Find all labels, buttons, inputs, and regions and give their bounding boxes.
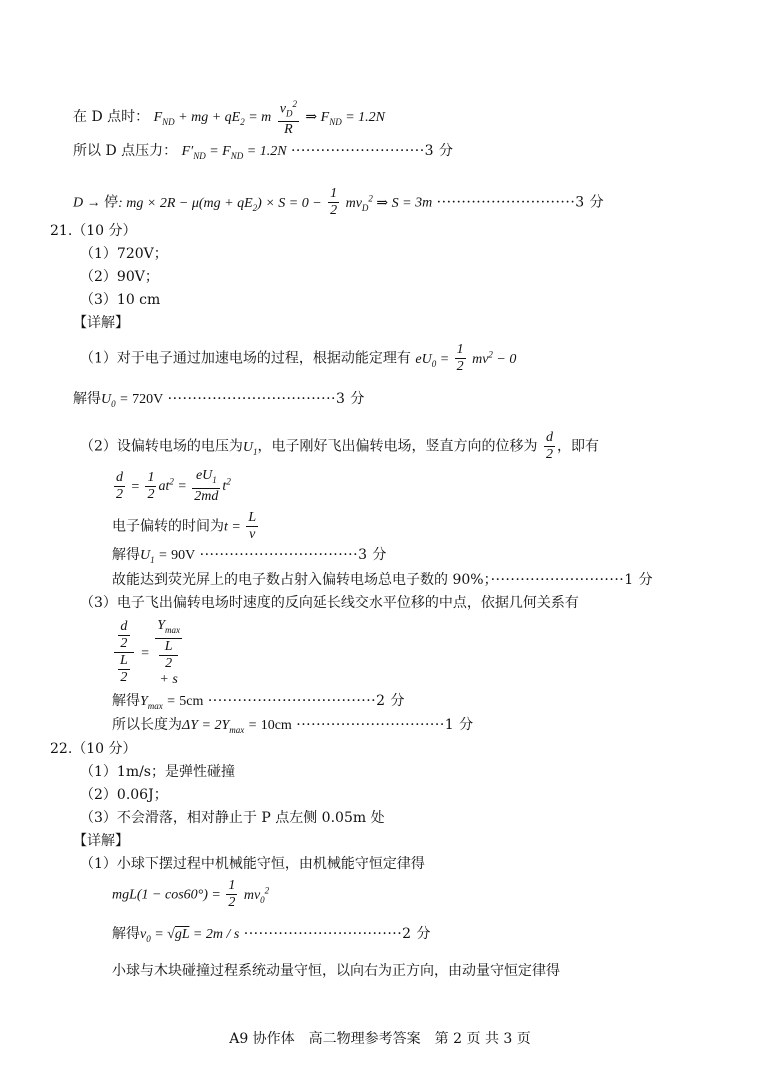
stop-label: 停 xyxy=(104,194,119,211)
q22-part1: （1）小球下摆过程中机械能守恒，由机械能守恒定律得 xyxy=(80,856,425,872)
q21-part2-time-text: 电子偏转的时间为 xyxy=(112,518,224,535)
q21-part3-solve: 解得$Y_{max} = 5cm \cdot\cdot\cdot\cdot\cdot\cdot\cdot\cdot\cdot\cdot\cdot\cdot\cdot\cdot\cdot\cdot\cdot\cdot\cdot\cdot\cdot\cdot\cdot\cdot\cdot\cdot\cdot\cdot\cdot\cdot\cdot\cdot\cdot\cdot 2$ 分 xyxy=(112,693,405,711)
q21-part3-score: ··································2 分 xyxy=(207,693,405,709)
q21-part1-score: ··································3 分 xyxy=(167,391,365,407)
q21-part2-ratio-score: ···························1 分 xyxy=(490,572,654,588)
q21-detail-heading: 【详解】 xyxy=(73,315,129,331)
q21-part3-length-score: ······························1 分 xyxy=(296,717,474,733)
solve-label: 解得 xyxy=(73,391,101,407)
solve-label: 解得 xyxy=(112,693,140,709)
d-point-label: 在 D 点时： xyxy=(73,109,150,126)
q21-part2-ratio-text: 故能达到荧光屏上的电子数占射入偏转电场总电子数的 90%； xyxy=(112,572,491,588)
solve-label: 解得 xyxy=(112,547,140,563)
d-point-result: 1.2N xyxy=(358,110,386,126)
d-point-equation: 在 D 点时： $F_{ND}$ + mg + $qE_2 = m$ $\frac{v_D^2}{R}$ ⇒ $F_{ND} = 1.2N$ xyxy=(73,96,385,138)
q21-part3-length: 所以长度为$\Delta Y = 2Y_{max} = 10cm \cdot\cdot\cdot\cdot\cdot\cdot\cdot\cdot\cdot\cdot\cdot\cdot\cdot\cdot\cdot\cdot\cdot\cdot\cdot\cdot\cdot\cdot\cdot\cdot\cdot\cdot\cdot\cdot\cdot\cdot 1$ 分 xyxy=(112,717,474,735)
q21-part3-length-value: 10cm xyxy=(260,718,292,733)
q21-part1-solve: 解得$U_0 = 720V \cdot\cdot\cdot\cdot\cdot\cdot\cdot\cdot\cdot\cdot\cdot\cdot\cdot\cdot\cdot\cdot\cdot\cdot\cdot\cdot\cdot\cdot\cdot\cdot\cdot\cdot\cdot\cdot\cdot\cdot\cdot\cdot\cdot\cdot 3$ 分 xyxy=(73,391,365,409)
q21-part2-equation: $\frac{d}{2}$ = $\frac{1}{2}$ $at^2$ = $\frac{eU_1}{2md}$ $t^2$ xyxy=(116,468,231,504)
q22-title: 22.（10 分） xyxy=(50,741,137,757)
d-pressure-result: 1.2N xyxy=(259,144,287,159)
stop-score: ····························3 分 xyxy=(436,194,605,211)
q21-part3-intro: （3）电子飞出偏转电场时速度的反向延长线交水平位移的中点，依据几何关系有 xyxy=(80,595,579,611)
q21-answer-1: （1）720V； xyxy=(80,246,168,262)
q22-energy-equation: mgL(1 − cos60°) = $\frac{1}{2}$ $mv_0^2$ xyxy=(112,878,270,910)
q21-part3-value: 5cm xyxy=(179,694,204,709)
q21-answer-3: （3）10 cm xyxy=(80,292,161,308)
q21-part2-mid-text: ，电子刚好飞出偏转电场，竖直方向的位移为 xyxy=(257,438,538,455)
q21-part1: （1）对于电子通过加速电场的过程，根据动能定理有 $eU_0$ = $\frac{1}{2}$ $mv^2 - 0$ xyxy=(80,342,517,374)
d-pressure-label: 所以 D 点压力： xyxy=(73,143,178,159)
stop-result: 3m xyxy=(415,195,433,211)
q21-part2-end-text: ，即有 xyxy=(557,438,599,455)
q22-detail-heading: 【详解】 xyxy=(73,833,129,849)
q21-part2-value: 90V xyxy=(171,548,196,563)
stop-equation: D → 停: mg × $2R - \mu(mg + qE_2) \times S = 0$ − $\frac{1}{2}$ $mv_D^2$ ⇒ S = 3m ····························3 分 xyxy=(73,186,605,218)
q21-part3-length-label: 所以长度为 xyxy=(112,717,182,733)
q21-answer-2: （2）90V； xyxy=(80,269,159,285)
q21-part3-equation: d 2 L 2 = $Y_{max}$ L 2 + s xyxy=(112,618,184,688)
q21-part2-solve: 解得$U_1 = 90V \cdot\cdot\cdot\cdot\cdot\cdot\cdot\cdot\cdot\cdot\cdot\cdot\cdot\cdot\cdot\cdot\cdot\cdot\cdot\cdot\cdot\cdot\cdot\cdot\cdot\cdot\cdot\cdot\cdot\cdot\cdot\cdot 3$ 分 xyxy=(112,547,387,565)
solve-label: 解得 xyxy=(112,926,140,942)
q22-answer-1: （1）1m/s；是弹性碰撞 xyxy=(80,764,235,780)
q22-part1-solve: 解得$v_0 = √gL = 2m / s \cdot\cdot\cdot\cdot\cdot\cdot\cdot\cdot\cdot\cdot\cdot\cdot\cdot\cdot\cdot\cdot\cdot\cdot\cdot\cdot\cdot\cdot\cdot\cdot\cdot\cdot\cdot\cdot\cdot\cdot\cdot\cdot 2$ 分 xyxy=(112,926,432,944)
q22-momentum-intro: 小球与木块碰撞过程系统动量守恒，以向右为正方向，由动量守恒定律得 xyxy=(112,963,560,979)
q22-answer-2: （2）0.06J； xyxy=(80,787,168,803)
q21-part1-value: 720V xyxy=(132,392,164,407)
d-pressure-score: ···························3 分 xyxy=(290,143,454,159)
q21-part2-time: 电子偏转的时间为t = $\frac{L}{v}$ xyxy=(112,510,257,542)
q21-title: 21.（10 分） xyxy=(50,223,137,239)
q21-part1-text: （1）对于电子通过加速电场的过程，根据动能定理有 xyxy=(80,350,411,367)
q21-part2-score: ································3 分 xyxy=(199,547,387,563)
q21-part2-intro-text: （2）设偏转电场的电压为 xyxy=(80,438,243,455)
q22-part1-score: ································2 分 xyxy=(243,926,432,942)
q21-part2-intro: （2）设偏转电场的电压为$U_1$，电子刚好飞出偏转电场，竖直方向的位移为 $\frac{d}{2}$ ，即有 xyxy=(80,430,599,462)
q21-part2-ratio xyxy=(112,571,653,589)
page-footer: A9 协作体 高二物理参考答案 第 2 页 共 3 页 xyxy=(229,1031,531,1047)
q22-answer-3: （3）不会滑落，相对静止于 P 点左侧 0.05m 处 xyxy=(80,810,385,826)
d-pressure-line: 所以 D 点压力： $F'_{ND} = F_{ND} = 1.2N \cdot\cdot\cdot\cdot\cdot\cdot\cdot\cdot\cdot\cdot\cdot\cdot\cdot\cdot\cdot\cdot\cdot\cdot\cdot\cdot\cdot\cdot\cdot\cdot\cdot\cdot\cdot 3$ 分 xyxy=(73,143,454,161)
